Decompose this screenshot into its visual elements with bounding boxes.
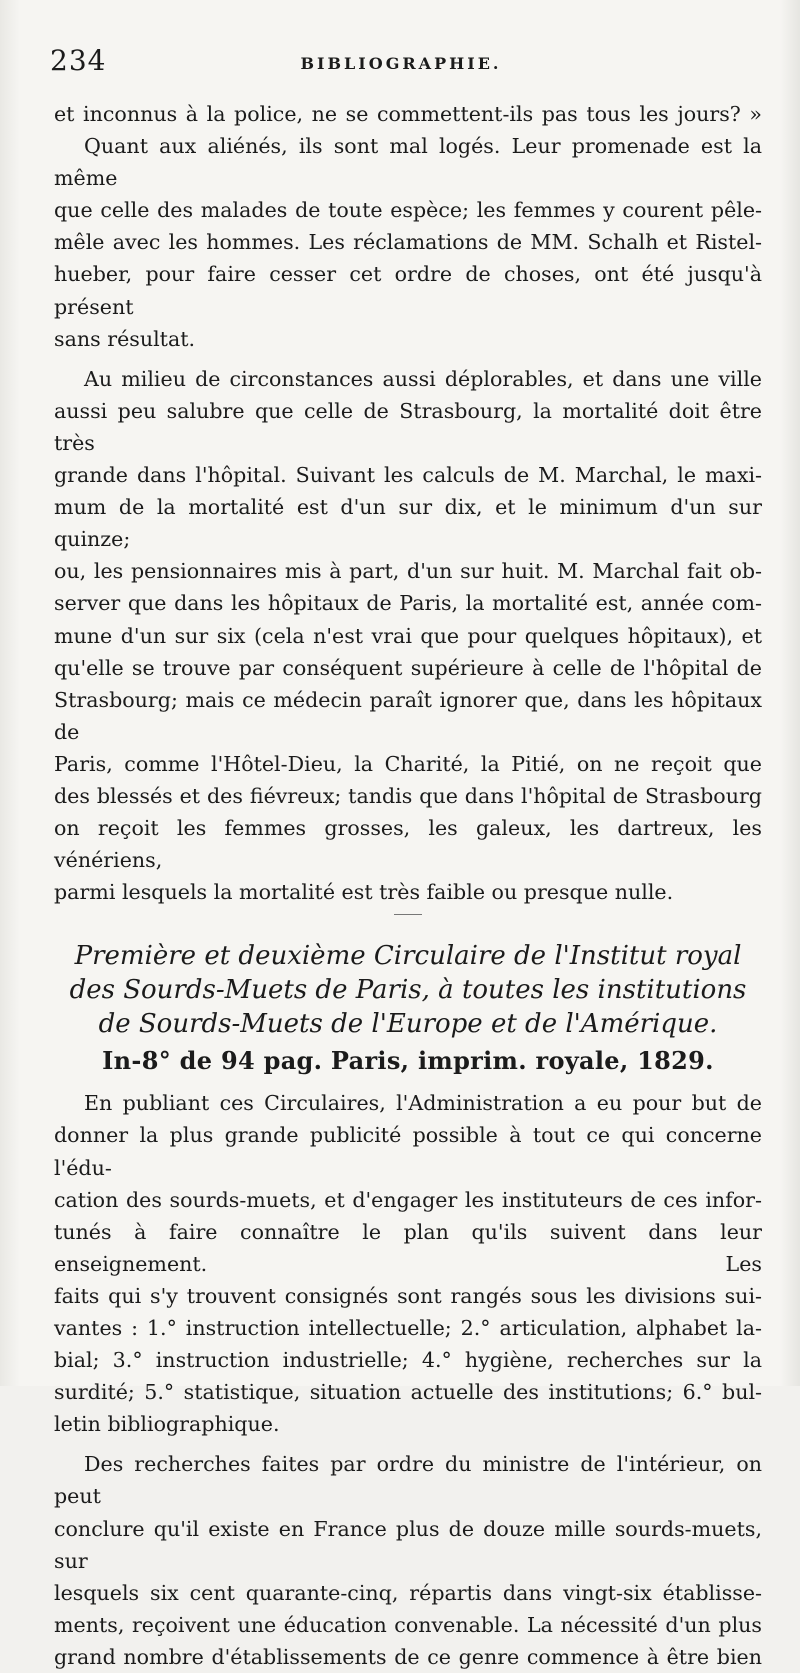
text-line: server que dans les hôpitaux de Paris, la mortalité est, année com- (54, 591, 762, 616)
text-line: surdité; 5.° statistique, situation actuelle des institutions; 6.° bul- (54, 1380, 762, 1405)
page-number: 234 (50, 44, 107, 77)
article-imprint: In-8° de 94 pag. Paris, imprim. royale, 1829. (102, 1046, 714, 1076)
text-line: ments, reçoivent une éducation convenable. La nécessité d'un plus (54, 1612, 762, 1637)
paragraph-mortality (54, 363, 762, 909)
text-line: letin bibliographique. (54, 1412, 280, 1437)
text-line: hueber, pour faire cesser cet ordre de choses, ont été jusqu'à présent (54, 262, 762, 319)
text-line: sans résultat. (54, 326, 196, 351)
text-line: on reçoit les femmes grosses, les galeux, les dartreux, les vénériens, (54, 816, 762, 873)
text-line: Quant aux aliénés, ils sont mal logés. Leur promenade est la même (54, 134, 762, 191)
text-line: qu'elle se trouve par conséquent supérieure à celle de l'hôpital de (54, 655, 762, 680)
paragraph-circulaires (54, 1087, 762, 1440)
text-line: Des recherches faites par ordre du ministre de l'intérieur, on peut (54, 1452, 762, 1509)
paragraph-recherches (54, 1448, 762, 1673)
text-line: des blessés et des fiévreux; tandis que dans l'hôpital de Strasbourg (54, 783, 762, 808)
text-line: Paris, comme l'Hôtel-Dieu, la Charité, la Pitié, on ne reçoit que (54, 751, 762, 776)
title-line: des Sourds-Muets de Paris, à toutes les institutions (69, 975, 747, 1006)
text-line: grande dans l'hôpital. Suivant les calculs de M. Marchal, le maxi- (54, 463, 762, 488)
text-line: et inconnus à la police, ne se commettent-ils pas tous les jours? » (54, 102, 762, 126)
text-line: conclure qu'il existe en France plus de douze mille sourds-muets, sur (54, 1516, 762, 1573)
page-body (54, 98, 762, 1673)
text-line: mune d'un sur six (cela n'est vrai que pour quelques hôpitaux), et (54, 623, 762, 648)
text-line: ou, les pensionnaires mis à part, d'un sur huit. M. Marchal fait ob- (54, 559, 762, 584)
paragraph-continuation (54, 98, 762, 355)
text-line: Au milieu de circonstances aussi déplorables, et dans une ville (84, 366, 762, 391)
title-line: Première et deuxième Circulaire de l'Institut royal (74, 941, 742, 972)
title-line: de Sourds-Muets de l'Europe et de l'Amérique. (98, 1009, 718, 1040)
text-line: faits qui s'y trouvent consignés sont rangés sous les divisions sui- (54, 1283, 762, 1308)
page-header (48, 44, 754, 84)
text-line: vantes : 1.° instruction intellectuelle; 2.° articulation, alphabet la- (54, 1316, 762, 1340)
section-divider (394, 914, 422, 915)
running-head: BIBLIOGRAPHIE. (300, 54, 502, 73)
text-line: mêle avec les hommes. Les réclamations de MM. Schalh et Ristel- (54, 230, 762, 255)
text-line: aussi peu salubre que celle de Strasbourg, la mortalité doit être très (54, 398, 762, 455)
text-line: Strasbourg; mais ce médecin paraît ignorer que, dans les hôpitaux de (54, 687, 762, 744)
text-line: grand nombre d'établissements de ce genre commence à être bien (54, 1644, 762, 1669)
text-line: mum de la mortalité est d'un sur dix, et le minimum d'un sur quinze; (54, 495, 762, 552)
text-line: lesquels six cent quarante-cinq, répartis dans vingt-six établisse- (54, 1580, 762, 1605)
text-line: bial; 3.° instruction industrielle; 4.° hygiène, recherches sur la (54, 1348, 762, 1373)
article-title (54, 939, 762, 1041)
text-line: En publiant ces Circulaires, l'Administration a eu pour but de (84, 1091, 762, 1116)
text-line: tunés à faire connaître le plan qu'ils suivent dans leur enseignement. Les (54, 1219, 762, 1276)
text-line: cation des sourds-muets, et d'engager les instituteurs de ces infor- (54, 1187, 762, 1212)
text-line: que celle des malades de toute espèce; les femmes y courent pêle- (54, 198, 762, 223)
text-line: parmi lesquels la mortalité est très faible ou presque nulle. (54, 880, 674, 905)
text-line: donner la plus grande publicité possible à tout ce qui concerne l'édu- (54, 1123, 762, 1180)
